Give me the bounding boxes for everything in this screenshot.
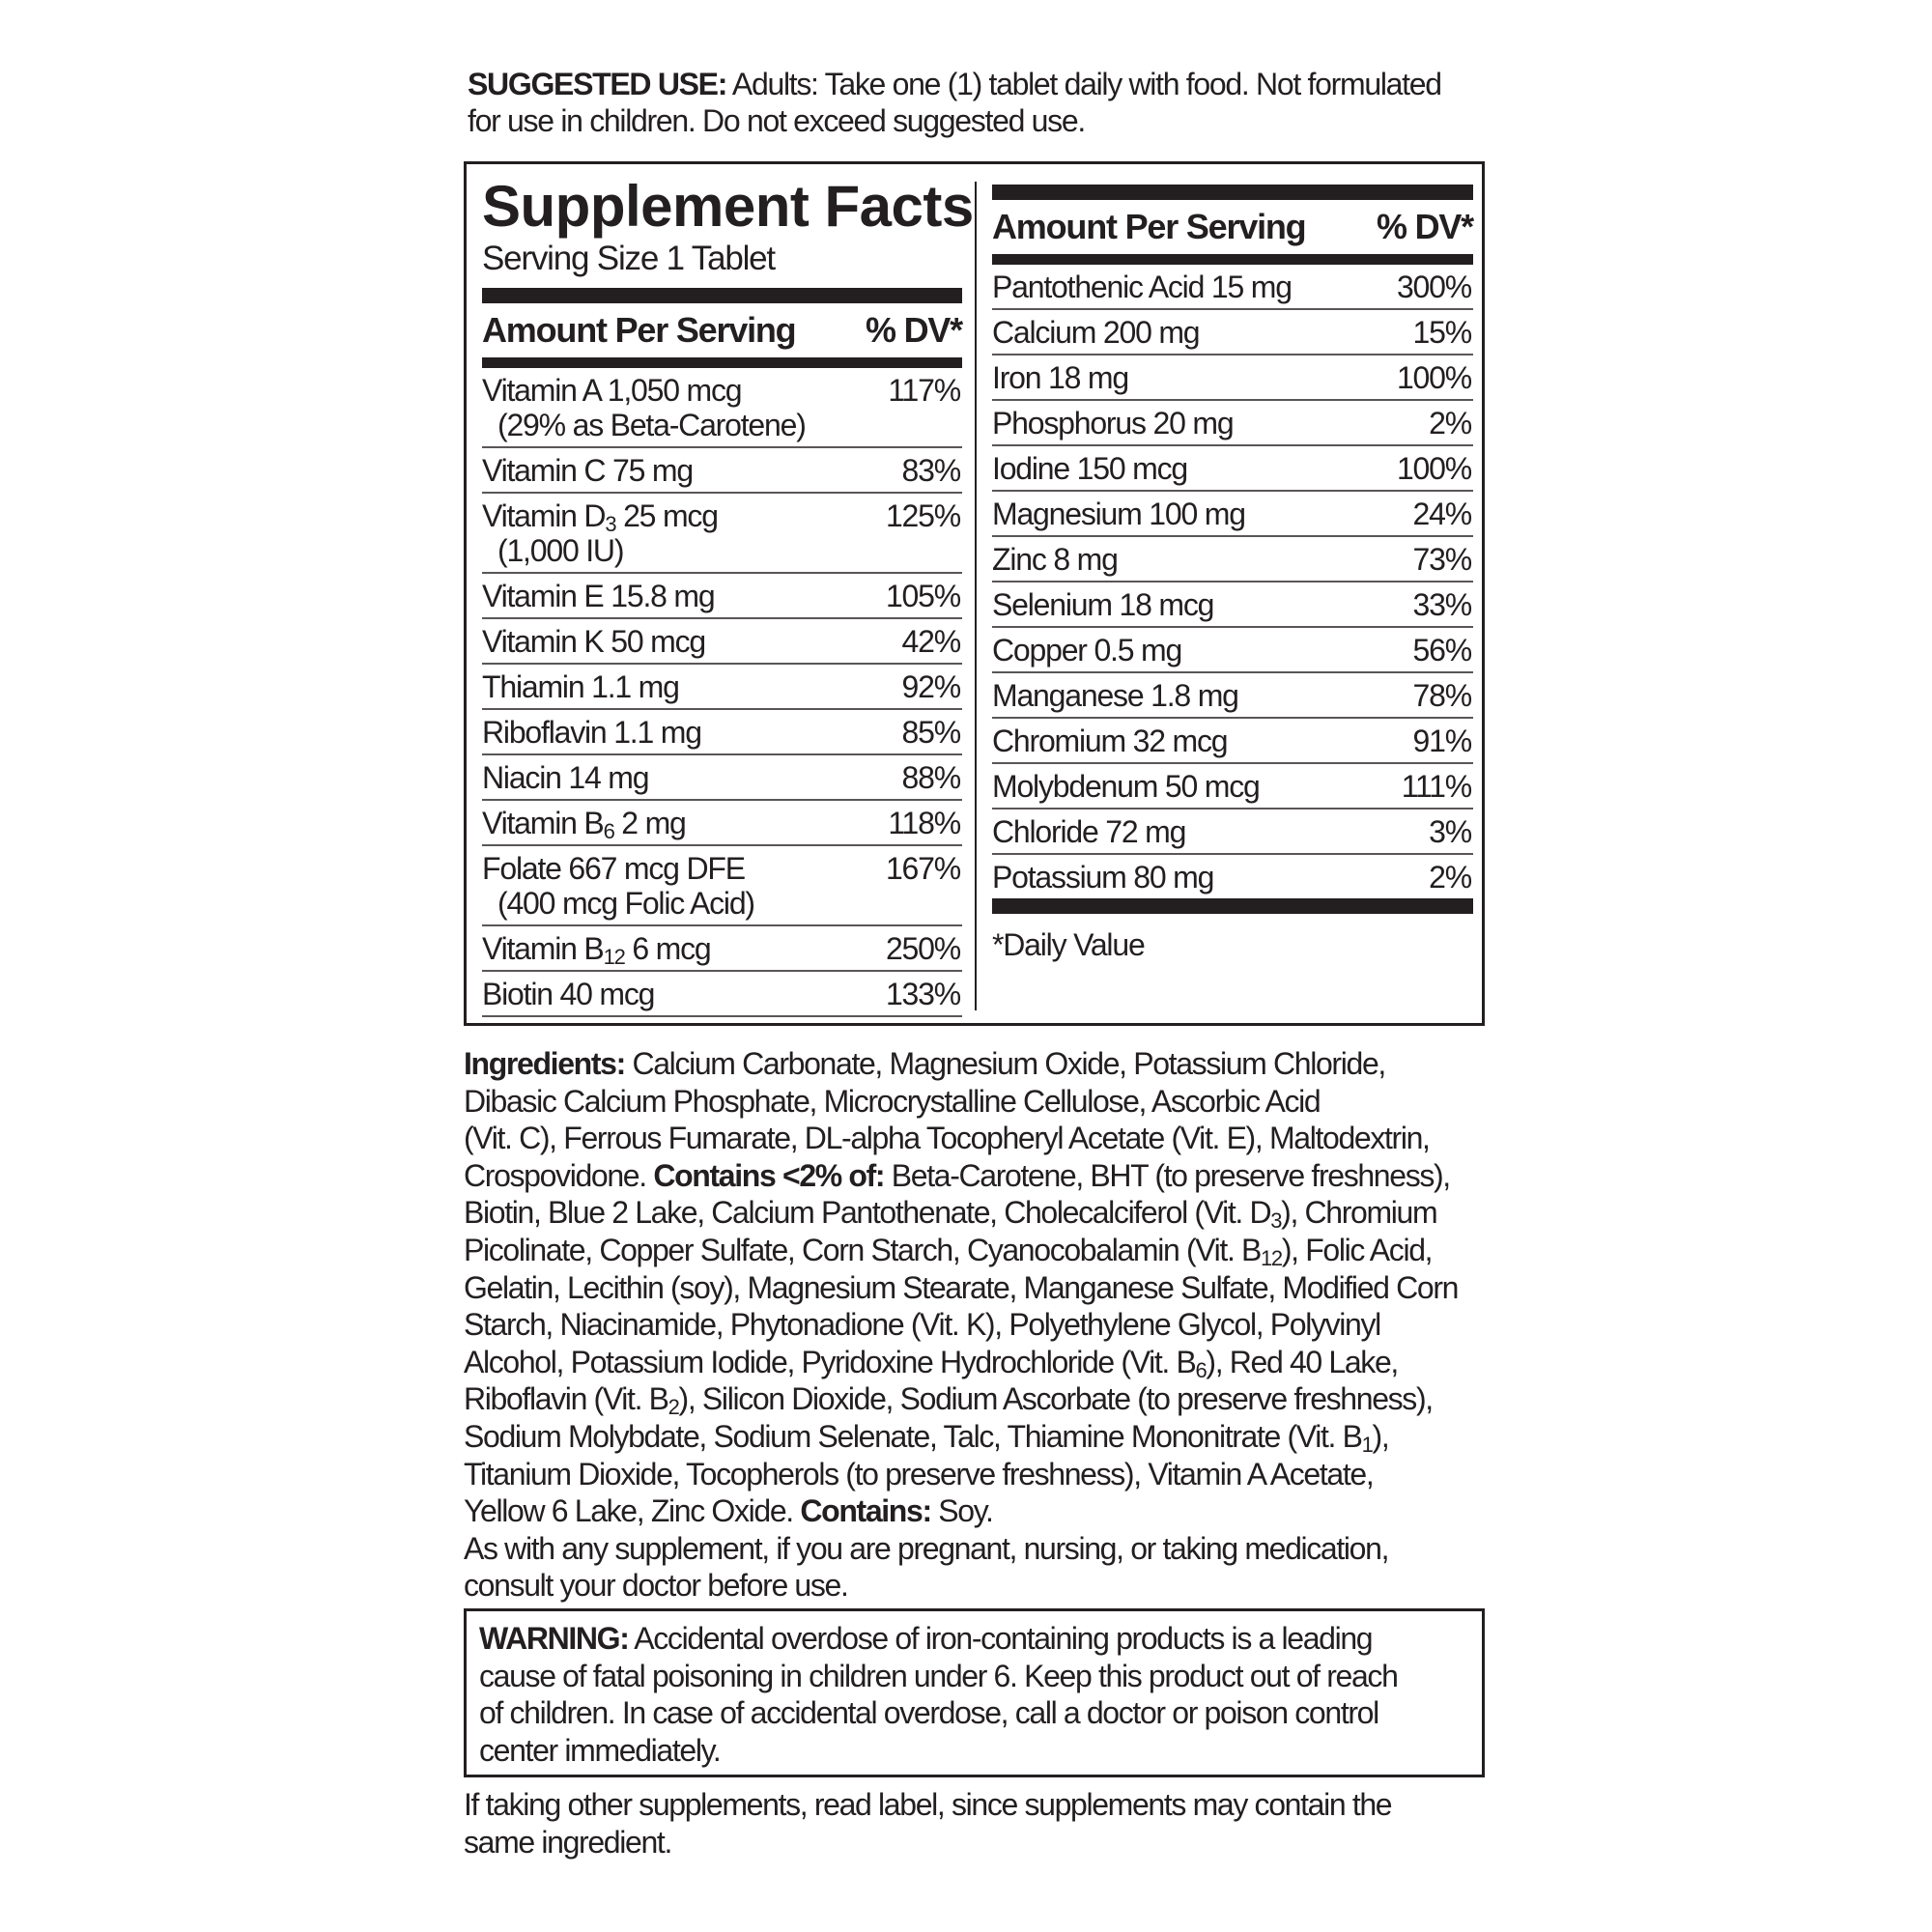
dv-value: 117% — [888, 373, 960, 408]
nutrient-row-vitamin-b6: Vitamin $B_6$ 2 mg 118% — [482, 801, 962, 846]
thick-rule — [482, 288, 962, 303]
column-divider — [975, 182, 977, 1010]
dv-value: 83% — [901, 453, 960, 488]
nutrient-row-copper: Copper 0.5 mg 56% — [992, 628, 1473, 673]
thick-rule — [992, 185, 1473, 200]
thick-rule — [992, 898, 1473, 914]
warning-label: WARNING: — [479, 1621, 629, 1656]
contains-less-than-2-label: Contains <2% of: — [653, 1157, 885, 1193]
dv-header: % DV* — [865, 310, 962, 350]
dv-value: 85% — [901, 715, 960, 750]
dv-value: 91% — [1412, 724, 1471, 758]
medium-rule — [482, 357, 962, 368]
suggested-use — [468, 66, 1549, 139]
dv-value: 3% — [1429, 814, 1471, 849]
facts-left-column — [482, 164, 974, 1017]
dv-value: 167% — [885, 851, 960, 886]
dv-value: 24% — [1412, 497, 1471, 531]
dv-value: 92% — [901, 669, 960, 704]
dv-value: 250% — [885, 931, 960, 966]
amount-header: Amount Per Serving — [992, 207, 1306, 246]
nutrient-row-molybdenum: Molybdenum 50 mcg 111% — [992, 764, 1473, 810]
dv-value: 300% — [1396, 270, 1471, 304]
nutrient-row-chromium: Chromium 32 mcg 91% — [992, 719, 1473, 764]
nutrient-row-folate: Folate 667 mcg DFE (400 mcg Folic Acid) 167% — [482, 846, 962, 926]
suggested-use-label: SUGGESTED USE: — [468, 67, 727, 101]
pregnancy-advisory: As with any supplement, if you are pregnant, nursing, or taking medication, — [464, 1530, 1389, 1566]
nutrient-row-calcium: Calcium 200 mg 15% — [992, 310, 1473, 355]
nutrient-row-niacin: Niacin 14 mg 88% — [482, 755, 962, 801]
nutrient-row-vitamin-d3: Vitamin $D_3$ 25 mcg (1,000 IU) 125% — [482, 494, 962, 574]
nutrient-row-phosphorus: Phosphorus 20 mg 2% — [992, 401, 1473, 446]
dv-value: 2% — [1429, 406, 1471, 440]
suggested-use-line-1: SUGGESTED USE: Adults: Take one (1) tablet daily with food. Not formulated — [468, 67, 1441, 101]
dv-value: 2% — [1429, 860, 1471, 895]
nutrient-row-iodine: Iodine 150 mcg 100% — [992, 446, 1473, 492]
amount-header: Amount Per Serving — [482, 310, 796, 350]
nutrient-row-manganese: Manganese 1.8 mg 78% — [992, 673, 1473, 719]
dv-value: 73% — [1412, 542, 1471, 577]
dv-value: 133% — [885, 977, 960, 1011]
suggested-use-line-2: for use in children. Do not exceed suggested use. — [468, 103, 1085, 138]
supplement-facts-panel — [464, 161, 1485, 1026]
column-header — [482, 303, 962, 357]
dv-value: 100% — [1396, 451, 1471, 486]
dv-header: % DV* — [1376, 207, 1473, 246]
dv-value: 125% — [885, 498, 960, 533]
dv-value: 88% — [901, 760, 960, 795]
nutrient-row-iron: Iron 18 mg 100% — [992, 355, 1473, 401]
nutrient-row-vitamin-e: Vitamin E 15.8 mg 105% — [482, 574, 962, 619]
nutrient-row-zinc: Zinc 8 mg 73% — [992, 537, 1473, 582]
dv-value: 56% — [1412, 633, 1471, 668]
facts-right-column — [992, 164, 1473, 963]
ingredients-label: Ingredients: — [464, 1046, 625, 1081]
nutrient-row-pantothenic-acid: Pantothenic Acid 15 mg 300% — [992, 265, 1473, 310]
medium-rule — [992, 254, 1473, 265]
other-supplements-note: If taking other supplements, read label, since supplements may contain the same ingredient. — [464, 1787, 1392, 1860]
column-header — [992, 200, 1473, 254]
dv-value: 42% — [901, 624, 960, 659]
nutrient-row-riboflavin: Riboflavin 1.1 mg 85% — [482, 710, 962, 755]
ingredients-section: Ingredients: Calcium Carbonate, Magnesium Oxide, Potassium Chloride, Dibasic Calcium Phosphate, Microcrystalline Cellulose, Ascorbic Acid (Vit. C), Ferrous Fumarate, DL-alpha Tocopheryl Acetate (Vit. E), Maltodextrin, Crospovidone. Contains <2% of: Beta-Carotene, BHT (to preserve freshness), Biotin, Blue 2 Lake, Calcium Pantothenate, Cholecalciferol (Vit. $D_3$), Chromium Picolinate, Copper Sulfate, Corn Starch, Cyanocobalamin (Vit. $B_{12}$), Folic Acid, Gelatin, Lecithin (soy), Magnesium Stearate, Manganese Sulfate, Modified Corn Starch, Niacinamide, Phytonadione (Vit. K), Polyethylene Glycol, Polyvinyl Alcohol, Potassium Iodide, Pyridoxine Hydrochloride (Vit. $B_6$), Red 40 Lake, Riboflavin (Vit. $B_2$), Silicon Dioxide, Sodium Ascorbate (to preserve freshness), Sodium Molybdate, Sodium Selenate, Talc, Thiamine Mononitrate (Vit. $B_1$), Titanium Dioxide, Tocopherols (to preserve freshness), Vitamin A Acetate, Yellow 6 Lake, Zinc Oxide. Contains: Soy. As with any supplement, if you are pregnant, nursing, or taking medication, consult your doctor before use. — [464, 1045, 1502, 1605]
dv-value: 111% — [1401, 769, 1471, 804]
nutrient-row-vitamin-a: Vitamin A 1,050 mcg (29% as Beta-Carotene) 117% — [482, 368, 962, 448]
contains-allergen-label: Contains: — [800, 1493, 931, 1529]
nutrient-row-potassium: Potassium 80 mg 2% — [992, 860, 1471, 895]
dv-value: 100% — [1396, 360, 1471, 395]
nutrient-row-vitamin-b12: Vitamin $B_{12}$ 6 mcg 250% — [482, 926, 962, 972]
dv-value: 78% — [1412, 678, 1471, 713]
iron-warning-box: WARNING: Accidental overdose of iron-containing products is a leading cause of fatal poisoning in children under 6. Keep this product out of reach of children. In case of accidental overdose, call a doctor or poison control center immediately. — [464, 1608, 1485, 1777]
nutrient-row-chloride: Chloride 72 mg 3% — [992, 810, 1473, 855]
nutrient-row-magnesium: Magnesium 100 mg 24% — [992, 492, 1473, 537]
nutrient-row-vitamin-k: Vitamin K 50 mcg 42% — [482, 619, 962, 665]
daily-value-footnote: *Daily Value — [992, 927, 1145, 962]
nutrient-row-selenium: Selenium 18 mcg 33% — [992, 582, 1473, 628]
dv-value: 15% — [1412, 315, 1471, 350]
nutrient-row-vitamin-c: Vitamin C 75 mg 83% — [482, 448, 962, 494]
dv-value: 105% — [885, 579, 960, 613]
nutrient-row-thiamin: Thiamin 1.1 mg 92% — [482, 665, 962, 710]
serving-size: Serving Size 1 Tablet — [482, 240, 775, 277]
dv-value: 33% — [1412, 587, 1471, 622]
nutrient-row-biotin: Biotin 40 mcg 133% — [482, 972, 962, 1017]
dv-value: 118% — [888, 806, 960, 840]
facts-title: Supplement Facts — [482, 174, 974, 239]
